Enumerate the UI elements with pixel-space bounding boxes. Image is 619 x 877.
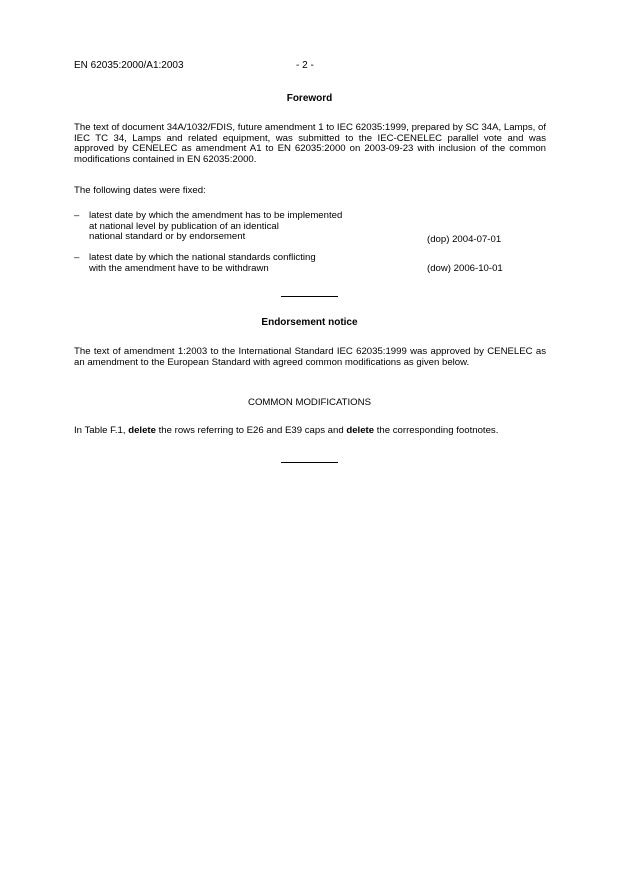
dow-line-1: latest date by which the national standards conflicting xyxy=(89,252,316,263)
document-id: EN 62035:2000/A1:2003 xyxy=(74,60,184,71)
endorsement-title: Endorsement notice xyxy=(261,317,358,328)
foreword-paragraph: The text of document 34A/1032/FDIS, future amendment 1 to IEC 62035:1999, prepared by SC 34A, Lamps, of IEC TC 34, Lamps and related equipment, was submitted to the IEC-CENELEC parallel vote and was approved by CENELEC as amendment A1 to EN 62035:2000 on 2003-09-23 with inclusion of the common modifications contained in EN 62035:2000. xyxy=(74,122,546,165)
modification-delete-2: delete xyxy=(346,425,375,436)
modification-part-2: the rows referring to E26 and E39 caps and xyxy=(155,425,347,436)
modification-text xyxy=(74,426,546,437)
dop-code: (dop) xyxy=(427,234,450,245)
dow-value xyxy=(427,264,503,275)
dop-date: 2004-07-01 xyxy=(452,234,502,245)
dop-description xyxy=(89,211,389,243)
dop-line-2: at national level by publication of an identical xyxy=(89,220,279,232)
dow-date: 2006-10-01 xyxy=(453,263,503,274)
dow-description xyxy=(89,253,389,274)
dow-code: (dow) xyxy=(427,263,451,274)
modification-part-1: In Table F.1, xyxy=(74,425,129,436)
modification-delete-1: delete xyxy=(128,425,156,436)
modification-part-3: the corresponding footnotes. xyxy=(374,425,499,436)
list-bullet: – xyxy=(74,210,80,221)
list-bullet: – xyxy=(74,252,80,263)
endorsement-paragraph: The text of amendment 1:2003 to the International Standard IEC 62035:1999 was approved by CENELEC as an amendment to the European Standard with agreed common modifications as given below. xyxy=(74,346,546,368)
dop-value xyxy=(427,235,501,246)
end-divider xyxy=(281,462,338,463)
common-modifications-title: COMMON MODIFICATIONS xyxy=(248,397,371,408)
dop-line-1: latest date by which the amendment has to be implemented xyxy=(89,210,343,221)
section-divider xyxy=(281,296,338,297)
dop-line-3: national standard or by endorsement xyxy=(89,231,246,243)
dates-intro: The following dates were fixed: xyxy=(74,185,206,196)
dow-line-2: with the amendment have to be withdrawn xyxy=(89,262,269,274)
page-number: - 2 - xyxy=(296,60,314,71)
foreword-title: Foreword xyxy=(286,93,333,104)
